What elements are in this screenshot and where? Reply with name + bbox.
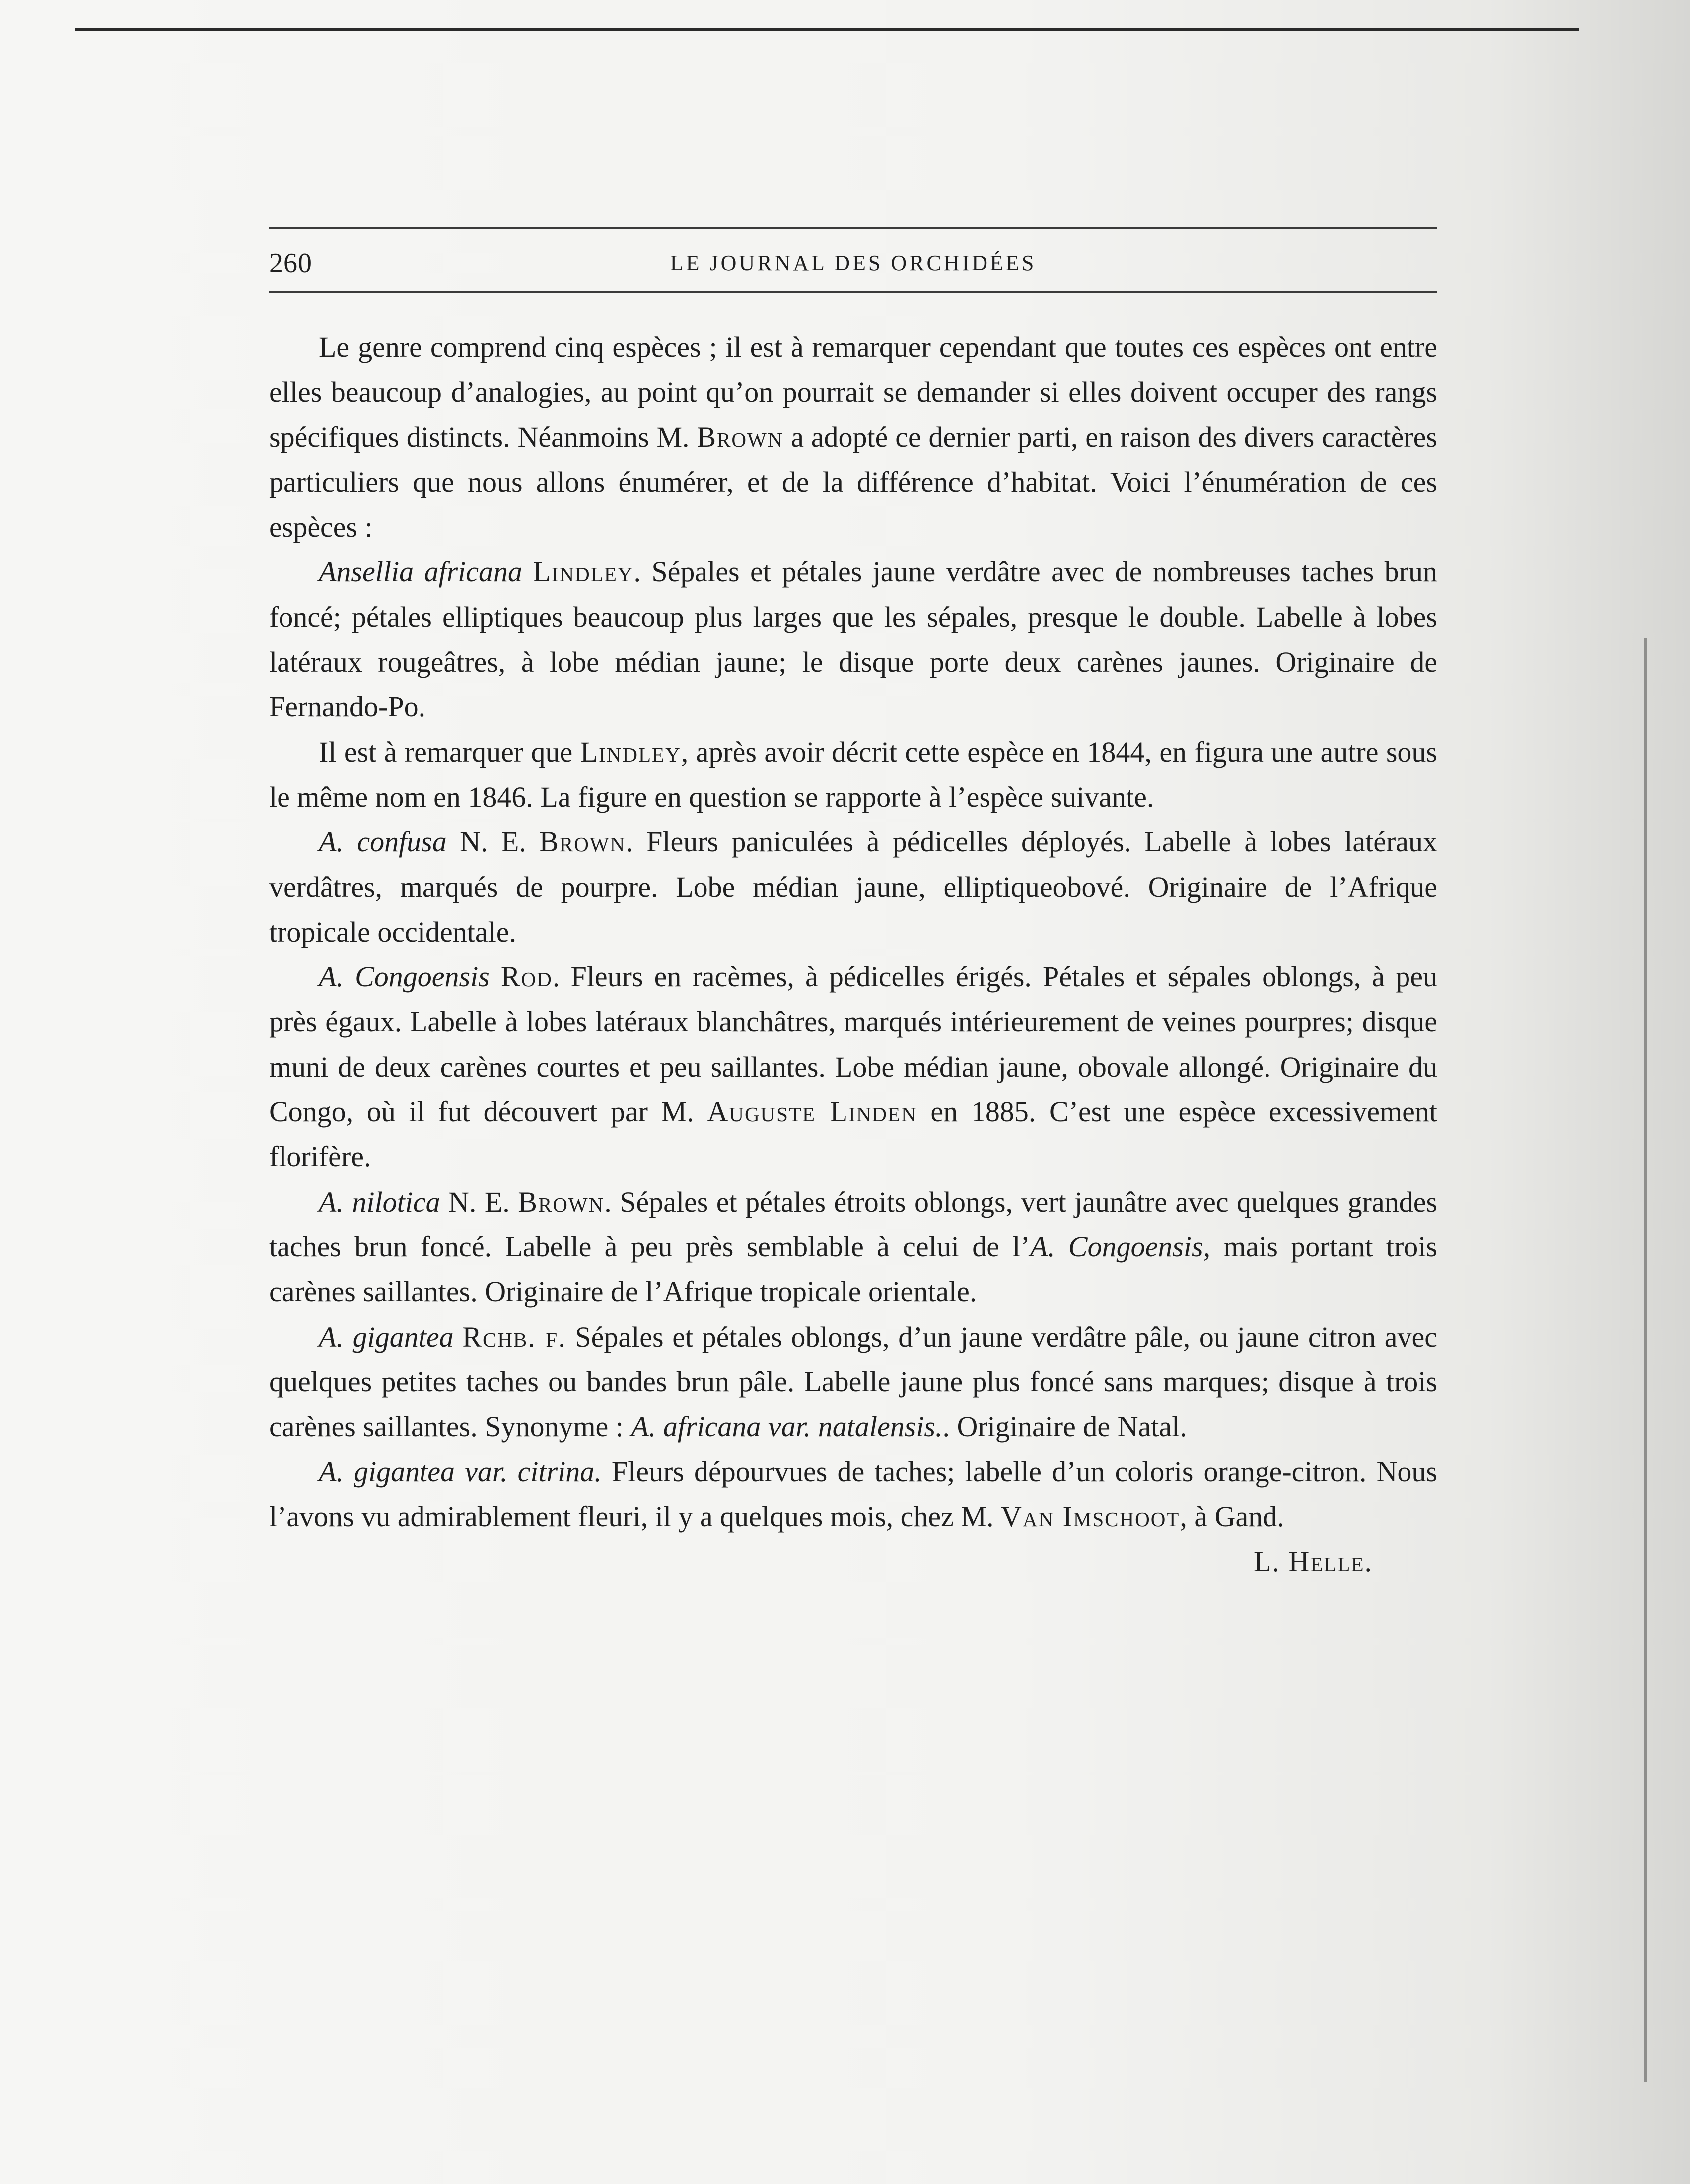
paragraph-nilotica: [269, 1180, 1437, 1315]
discoverer-name: Auguste Linden: [707, 1095, 917, 1128]
author-name: Lindley: [580, 735, 681, 768]
genus-abbreviation: A.: [319, 1185, 344, 1218]
paragraph-text: . Originaire de Natal.: [942, 1410, 1187, 1443]
journal-page: [269, 227, 1437, 1821]
paragraph-text: Fleurs dépourvues de taches; labelle d’un coloris orange-citron. Nous l’avons vu admirablement fleuri, il y a quelques mois, chez M.: [269, 1455, 1438, 1533]
genus-abbreviation: A.: [319, 960, 344, 993]
paragraph-text: a adopté ce dernier parti, en raison des divers caractères particuliers que nous allons énumérer, et de la différence d’habitat. Voici l’énumération de ces espèces :: [269, 420, 1437, 544]
paragraph-text: . Sépales et pétales étroits oblongs, vert jaunâtre avec quelques grandes taches brun foncé. Labelle à peu près semblable à celui de l’: [269, 1185, 1438, 1263]
paragraph-gigantea-citrina: [269, 1449, 1437, 1539]
scan-top-edge: [75, 28, 1579, 31]
header-rule-top: [269, 227, 1437, 229]
paragraph-text: Sépales et pétales oblongs, d’un jaune verdâtre pâle, ou jaune citron avec quelques petites taches ou bandes brun pâle. Labelle jaune plus foncé sans marques; disque à trois carènes saillantes. Synonyme :: [269, 1320, 1438, 1443]
paragraph-text: , à Gand.: [1180, 1500, 1284, 1533]
paragraph-text: , après avoir décrit cette espèce en 1844, en figura une autre sous le même nom en 1846. La figure en question se rapporte à l’espèce suivante.: [269, 735, 1437, 813]
paragraph-text: . Sépales et pétales jaune verdâtre avec de nombreuses taches brun foncé; pétales elliptiques beaucoup plus larges que les sépales, presque le double. Labelle à lobes latéraux rougeâtres, à lobe médian jaune; le disque porte deux carènes jaunes. Originaire de Fernando-Po.: [269, 555, 1437, 723]
scan-right-edge: [1644, 638, 1647, 2082]
author-initials: N. E.: [448, 1185, 510, 1218]
synonym-name: A. africana var. natalensis.: [631, 1410, 943, 1443]
species-name: A. gigantea var. citrina.: [319, 1455, 602, 1488]
owner-name: Van Imschoot: [1000, 1500, 1180, 1533]
running-head: LE JOURNAL DES ORCHIDÉES: [670, 251, 1037, 275]
species-name: Congoensis: [355, 960, 490, 993]
article-body: [269, 325, 1437, 1584]
species-name: nilotica: [352, 1185, 440, 1218]
paragraph-intro: [269, 325, 1437, 549]
genus-abbreviation: A.: [319, 825, 344, 858]
species-name: gigantea: [352, 1320, 454, 1353]
author-name: Brown: [539, 825, 626, 858]
species-name: Ansellia africana: [319, 555, 523, 588]
paragraph-text: en 1885. C’est une espèce excessivement florifère.: [269, 1095, 1437, 1173]
paragraph-text: Le genre comprend cinq espèces ; il est à remarquer cependant que toutes ces espèces ont entre elles beaucoup d’analogies, au point qu’on pourrait se demander si elles doivent occuper des rangs spécifiques distincts. Néanmoins M.: [269, 331, 1437, 453]
author-signature: L. Helle.: [1254, 1545, 1373, 1578]
genus-abbreviation: A.: [319, 1320, 344, 1353]
author-name: Rod: [500, 960, 553, 993]
paragraph-text: Il est à remarquer que: [319, 735, 580, 768]
author-name: Lindley: [533, 555, 634, 588]
paragraph-text: . Fleurs en racèmes, à pédicelles érigés. Pétales et sépales oblongs, à peu près égaux. Labelle à lobes latéraux blanchâtres, marqués intérieurement de veines pourpres; disque muni de deux carènes courtes et peu saillantes. Lobe médian jaune, obovale allongé. Originaire du Congo, où il fut découvert par M.: [269, 960, 1438, 1128]
page-number: 260: [269, 248, 312, 278]
species-name: confusa: [357, 825, 447, 858]
paragraph-text: . Fleurs paniculées à pédicelles déployés. Labelle à lobes latéraux verdâtres, marqués de pourpre. Lobe médian jaune, elliptiqueobové. Originaire de l’Afrique tropicale occidentale.: [269, 825, 1438, 948]
header-rule-bottom: [269, 291, 1437, 293]
page-header: [269, 243, 1437, 283]
paragraph-gigantea: [269, 1315, 1437, 1450]
author-name: Brown: [697, 420, 784, 453]
paragraph-text: , mais portant trois carènes saillantes. Originaire de l’Afrique tropicale orientale.: [269, 1230, 1437, 1308]
paragraph-lindley-note: [269, 730, 1437, 820]
species-reference: A. Congoensis: [1030, 1230, 1203, 1263]
paragraph-confusa: [269, 819, 1437, 955]
author-name: Brown: [518, 1185, 605, 1218]
author-initials: N. E.: [460, 825, 526, 858]
paragraph-congoensis: [269, 955, 1437, 1179]
paragraph-ansellia-africana: [269, 549, 1437, 729]
author-name: Rchb. f.: [462, 1320, 566, 1353]
